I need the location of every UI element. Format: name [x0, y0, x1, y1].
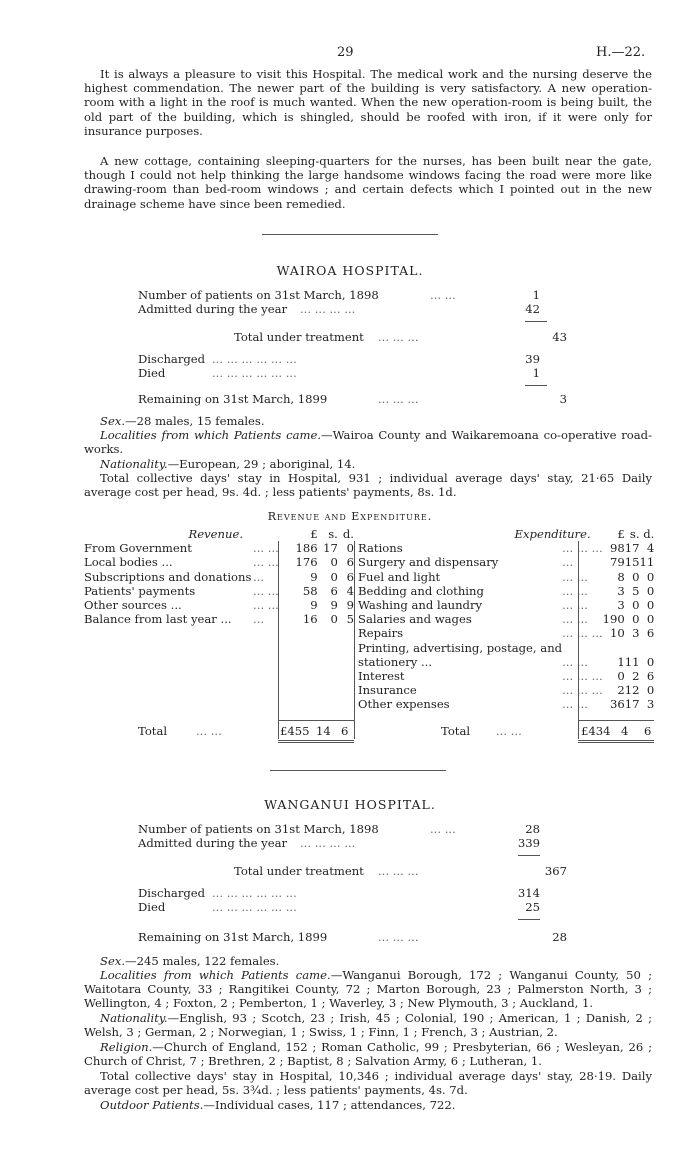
shillings-value — [625, 641, 640, 655]
money-row — [358, 570, 654, 584]
leader-dots: ... ... — [562, 569, 588, 584]
money-row — [84, 555, 354, 569]
total-rule — [278, 742, 354, 743]
shillings-value: 0 — [330, 555, 338, 570]
pence-value: 0 — [646, 569, 655, 584]
page-number: 29 — [337, 45, 354, 60]
wairoa-stay: Total collective days' stay in Hospital, 931 ; individual average days' stay, 21·65 Daily average cost per head, 9s. 4d. ; less patients' payments, 8s. 1d. — [84, 471, 652, 500]
row-label: Printing, advertising, postage, and — [358, 640, 563, 655]
row-label: Repairs — [358, 626, 404, 641]
leader-dots: ... ... ... ... — [300, 302, 356, 316]
shillings-value: 9 — [330, 598, 338, 613]
row-label: Washing and laundry — [358, 598, 483, 613]
field-label: Outdoor Patients. — [100, 1098, 204, 1112]
field-value: —English, 93 ; Scotch, 23 ; Irish, 45 ; Colonial, 190 ; American, 1 ; Danish, 2 ; Welsh, 3 ; German, 2 ; Norwegian, 1 ; Swiss, 1 ; Finn, 1 ; French, 3 ; Austrian, 2. — [84, 1011, 652, 1040]
pence-value: 3 — [646, 697, 655, 712]
row-label: stationery ... — [358, 654, 433, 669]
row-label: Interest — [358, 669, 405, 684]
money-row — [84, 598, 354, 612]
money-row — [358, 655, 654, 669]
pence-value: 4 — [646, 541, 655, 556]
money-row — [84, 612, 354, 626]
pence-header: d. — [342, 527, 354, 541]
pence-value: 4 — [346, 583, 354, 598]
shillings-value: 0 — [632, 612, 640, 627]
pounds-value: 8 — [617, 569, 625, 584]
sum-rule — [518, 855, 540, 856]
pounds-value: 79 — [610, 555, 625, 570]
wanganui-nationality — [84, 1011, 652, 1039]
pence-value: 0 — [646, 654, 655, 669]
total-label: Total — [441, 724, 471, 738]
wanganui-sex — [84, 954, 652, 968]
leader-dots: ... ... — [253, 541, 279, 556]
leader-dots: ... ... ... ... ... ... — [212, 366, 297, 380]
revenue-expenditure-title: Revenue and Expenditure. — [267, 510, 433, 523]
leader-dots: ... ... ... — [378, 330, 419, 344]
money-row — [358, 541, 654, 555]
pence-value: 0 — [646, 683, 655, 698]
shillings-value: 0 — [330, 612, 338, 627]
total-pounds: £434 — [581, 724, 611, 738]
stat-value: 39 — [525, 352, 540, 366]
shillings-value: 17 — [624, 541, 640, 556]
pounds-value: 9 — [310, 569, 318, 584]
row-label: Subscriptions and donations — [84, 569, 252, 584]
pounds-value: 58 — [302, 583, 318, 598]
intro-paragraph-2: A new cottage, containing sleeping-quarters for the nurses, has been built near the gate, though I could not help thinking the large handsome windows facing the road were more like drawing-room than bed-room windows ; and certain defects which I pointed out in the new drainage scheme have since been remedied. — [84, 154, 652, 211]
money-row — [358, 697, 654, 711]
money-row — [358, 612, 654, 626]
field-value: —Individual cases, 117 ; attendances, 722. — [203, 1098, 456, 1112]
field-label: Localities from which Patients came. — [100, 428, 322, 442]
shillings-value: 0 — [632, 598, 640, 613]
pounds-value: 186 — [295, 541, 318, 556]
leader-dots: ... ... ... — [562, 541, 603, 556]
field-value: —245 males, 122 females. — [125, 954, 280, 968]
shillings-header: s. — [629, 527, 640, 541]
pounds-value: 16 — [302, 612, 318, 627]
pounds-value: 2 — [617, 683, 625, 698]
total-rule — [278, 720, 354, 721]
shillings-value: 15 — [624, 555, 640, 570]
column-rule — [354, 541, 355, 739]
pounds-value: 0 — [617, 669, 625, 684]
shillings-value: 2 — [632, 669, 640, 684]
wanganui-localities — [84, 968, 652, 1011]
stat-value: 25 — [525, 900, 540, 914]
column-rule — [278, 541, 279, 739]
pence-value: 6 — [646, 626, 655, 641]
leader-dots: ... ... ... — [562, 669, 603, 684]
pounds-value: 98 — [610, 541, 625, 556]
leader-dots: ... ... — [562, 583, 588, 598]
pence-value: 0 — [346, 541, 354, 556]
pounds-value — [603, 641, 625, 655]
field-value: —European, 29 ; aboriginal, 14. — [167, 457, 356, 471]
leader-dots: ... ... ... — [378, 930, 419, 944]
leader-dots: ... — [253, 569, 265, 584]
field-label: Nationality. — [100, 457, 168, 471]
stat-label: Total under treatment — [234, 864, 364, 878]
leader-dots — [562, 641, 603, 655]
shillings-value: 5 — [632, 583, 640, 598]
stat-value: 1 — [532, 366, 540, 380]
pounds-value: 36 — [610, 697, 625, 712]
expenditure-total-row — [0, 724, 700, 739]
pence-value: 9 — [346, 598, 354, 613]
wairoa-title: WAIROA HOSPITAL. — [276, 263, 424, 278]
field-label: Sex. — [100, 954, 126, 968]
expenditure-heading: Expenditure. — [514, 527, 591, 541]
wairoa-nationality — [84, 457, 652, 471]
leader-dots: ... ... — [196, 724, 222, 738]
revenue-heading: Revenue. — [188, 527, 244, 541]
stat-label: Number of patients on 31st March, 1898 — [138, 288, 379, 302]
expenditure-header-row — [358, 527, 654, 541]
shillings-value: 11 — [624, 654, 640, 669]
shillings-value: 6 — [330, 583, 338, 598]
shillings-value: 17 — [624, 697, 640, 712]
leader-dots: ... ... — [496, 724, 522, 738]
total-rule — [578, 720, 654, 721]
leader-dots: ... ... — [562, 654, 588, 669]
row-label: Fuel and light — [358, 569, 441, 584]
money-row — [84, 584, 354, 598]
total-rule — [578, 740, 654, 741]
money-row — [358, 669, 654, 683]
money-row — [358, 584, 654, 598]
leader-dots: ... ... — [430, 822, 456, 836]
shillings-value: 0 — [632, 569, 640, 584]
row-label: From Government — [84, 541, 192, 556]
field-label: Localities from which Patients came. — [100, 968, 331, 982]
leader-dots: ... ... ... — [378, 392, 419, 406]
pence-value: 6 — [346, 555, 354, 570]
section-divider — [262, 234, 438, 235]
pence-value: 11 — [639, 555, 655, 570]
wanganui-outdoor — [84, 1098, 652, 1112]
shillings-value: 0 — [330, 569, 338, 584]
stat-label: Remaining on 31st March, 1899 — [138, 392, 328, 406]
pence-value: 5 — [346, 612, 354, 627]
field-value: —Wanganui Borough, 172 ; Wanganui County, 50 ; Waitotara County, 33 ; Rangitikei County, 72 ; Marton Borough, 23 ; Palmerston North, 3 ; Wellington, 4 ; Foxton, 2 ; Pemberton, 1 ; Waverley, 3 ; New Plymouth, 3 ; Auckland, 1. — [84, 968, 652, 1011]
stat-value: 1 — [532, 288, 540, 302]
leader-dots: ... — [562, 555, 574, 570]
pounds-value: 10 — [610, 626, 625, 641]
stat-value: 42 — [525, 302, 540, 316]
pence-value: 0 — [646, 598, 655, 613]
stat-label: Admitted during the year — [138, 836, 288, 850]
money-row — [358, 641, 654, 655]
leader-dots: ... ... — [253, 583, 279, 598]
row-label: Rations — [358, 541, 403, 556]
pence-value: 0 — [646, 583, 655, 598]
money-row — [84, 541, 354, 555]
intro-paragraph-1: It is always a pleasure to visit this Hospital. The medical work and the nursing deserve the highest commendation. The newer part of the building is very satisfactory. A new operation-room with a light in the roof is much wanted. When the new operation-room is being built, the old part of the building, which is shingled, should be roofed with iron, if it were only for insurance purposes. — [84, 67, 652, 138]
pence-value: 0 — [646, 612, 655, 627]
row-label: Other expenses — [358, 697, 450, 712]
money-row — [84, 570, 354, 584]
stat-total: 367 — [544, 864, 567, 878]
leader-dots: ... ... — [430, 288, 456, 302]
stat-label: Died — [138, 900, 166, 914]
total-shillings: 14 — [316, 724, 331, 738]
row-label: Other sources ... — [84, 598, 182, 613]
sum-rule — [525, 321, 547, 322]
shillings-value: 17 — [323, 541, 338, 556]
sum-rule — [525, 385, 547, 386]
pounds-value: 176 — [295, 555, 318, 570]
section-divider — [270, 770, 446, 771]
field-value: —Church of England, 152 ; Roman Catholic, 99 ; Presbyterian, 66 ; Wesleyan, 26 ; Church of Christ, 7 ; Brethren, 2 ; Baptist, 8 ; Salvation Army, 6 ; Lutheran, 1. — [84, 1040, 652, 1069]
leader-dots: ... ... ... — [378, 864, 419, 878]
pence-value: 6 — [646, 669, 655, 684]
total-shillings: 4 — [621, 724, 629, 738]
pounds-value: 190 — [602, 612, 625, 627]
document-reference: H.—22. — [596, 45, 646, 60]
stat-total: 3 — [559, 392, 567, 406]
row-label: Balance from last year ... — [84, 612, 232, 627]
leader-dots: ... ... ... ... ... ... — [212, 352, 297, 366]
row-label: Patients' payments — [84, 583, 196, 598]
shillings-value: 12 — [624, 683, 640, 698]
wanganui-religion — [84, 1040, 652, 1068]
leader-dots: ... — [253, 612, 265, 627]
leader-dots: ... ... — [253, 598, 279, 613]
pounds-value: 1 — [617, 654, 625, 669]
row-label: Local bodies ... — [84, 555, 173, 570]
field-label: Religion. — [100, 1040, 153, 1054]
leader-dots: ... ... — [562, 598, 588, 613]
stat-label: Discharged — [138, 352, 206, 366]
pounds-header: £ — [617, 527, 625, 541]
pence-header: d. — [643, 527, 655, 541]
shillings-header: s. — [328, 527, 338, 541]
leader-dots: ... ... — [253, 555, 279, 570]
leader-dots: ... ... ... — [562, 626, 603, 641]
field-value: —Wairoa County and Waikaremoana co-operative road-works. — [84, 428, 652, 457]
row-label: Surgery and dispensary — [358, 555, 499, 570]
money-row — [358, 555, 654, 569]
stat-label: Total under treatment — [234, 330, 364, 344]
shillings-value: 3 — [632, 626, 640, 641]
stat-label: Remaining on 31st March, 1899 — [138, 930, 328, 944]
field-label: Nationality. — [100, 1011, 168, 1025]
leader-dots: ... ... ... — [562, 683, 603, 698]
stat-label: Died — [138, 366, 166, 380]
row-label: Salaries and wages — [358, 612, 472, 627]
row-label: Bedding and clothing — [358, 583, 484, 598]
total-pence: 6 — [341, 724, 349, 738]
field-value: —28 males, 15 females. — [125, 414, 265, 428]
money-row — [358, 683, 654, 697]
wairoa-localities — [84, 428, 652, 456]
money-row — [358, 598, 654, 612]
money-row — [358, 626, 654, 640]
stat-value: 339 — [517, 836, 540, 850]
revenue-table — [84, 527, 354, 626]
total-pounds: £455 — [280, 724, 310, 738]
leader-dots: ... ... — [562, 612, 588, 627]
stat-total: 43 — [552, 330, 567, 344]
total-label: Total — [138, 724, 168, 738]
leader-dots: ... ... ... ... — [300, 836, 356, 850]
leader-dots: ... ... ... ... ... ... — [212, 900, 297, 914]
pence-value — [640, 641, 655, 655]
total-rule — [278, 740, 354, 741]
pounds-value: 3 — [617, 598, 625, 613]
sum-rule — [518, 919, 540, 920]
stat-label: Discharged — [138, 886, 206, 900]
stat-label: Admitted during the year — [138, 302, 288, 316]
field-label: Sex. — [100, 414, 126, 428]
stat-total: 28 — [552, 930, 567, 944]
column-rule — [578, 541, 579, 739]
stat-value: 314 — [517, 886, 540, 900]
leader-dots: ... ... — [562, 697, 588, 712]
stat-value: 28 — [525, 822, 540, 836]
pence-value: 6 — [346, 569, 354, 584]
pounds-value: 9 — [310, 598, 318, 613]
wanganui-stay: Total collective days' stay in Hospital, 10,346 ; individual average days' stay, 28·19. Daily average cost per head, 5s. 3¾d. ; less patients' payments, 4s. 7d. — [84, 1069, 652, 1098]
leader-dots: ... ... ... ... ... ... — [212, 886, 297, 900]
pounds-value: 3 — [617, 583, 625, 598]
row-label: Insurance — [358, 683, 417, 698]
total-pence: 6 — [644, 724, 652, 738]
pounds-header: £ — [310, 527, 318, 541]
expenditure-table — [358, 527, 654, 712]
wairoa-sex — [84, 414, 652, 428]
wanganui-title: WANGANUI HOSPITAL. — [264, 797, 436, 812]
total-rule — [578, 742, 654, 743]
stat-label: Number of patients on 31st March, 1898 — [138, 822, 379, 836]
revenue-header-row — [84, 527, 354, 541]
